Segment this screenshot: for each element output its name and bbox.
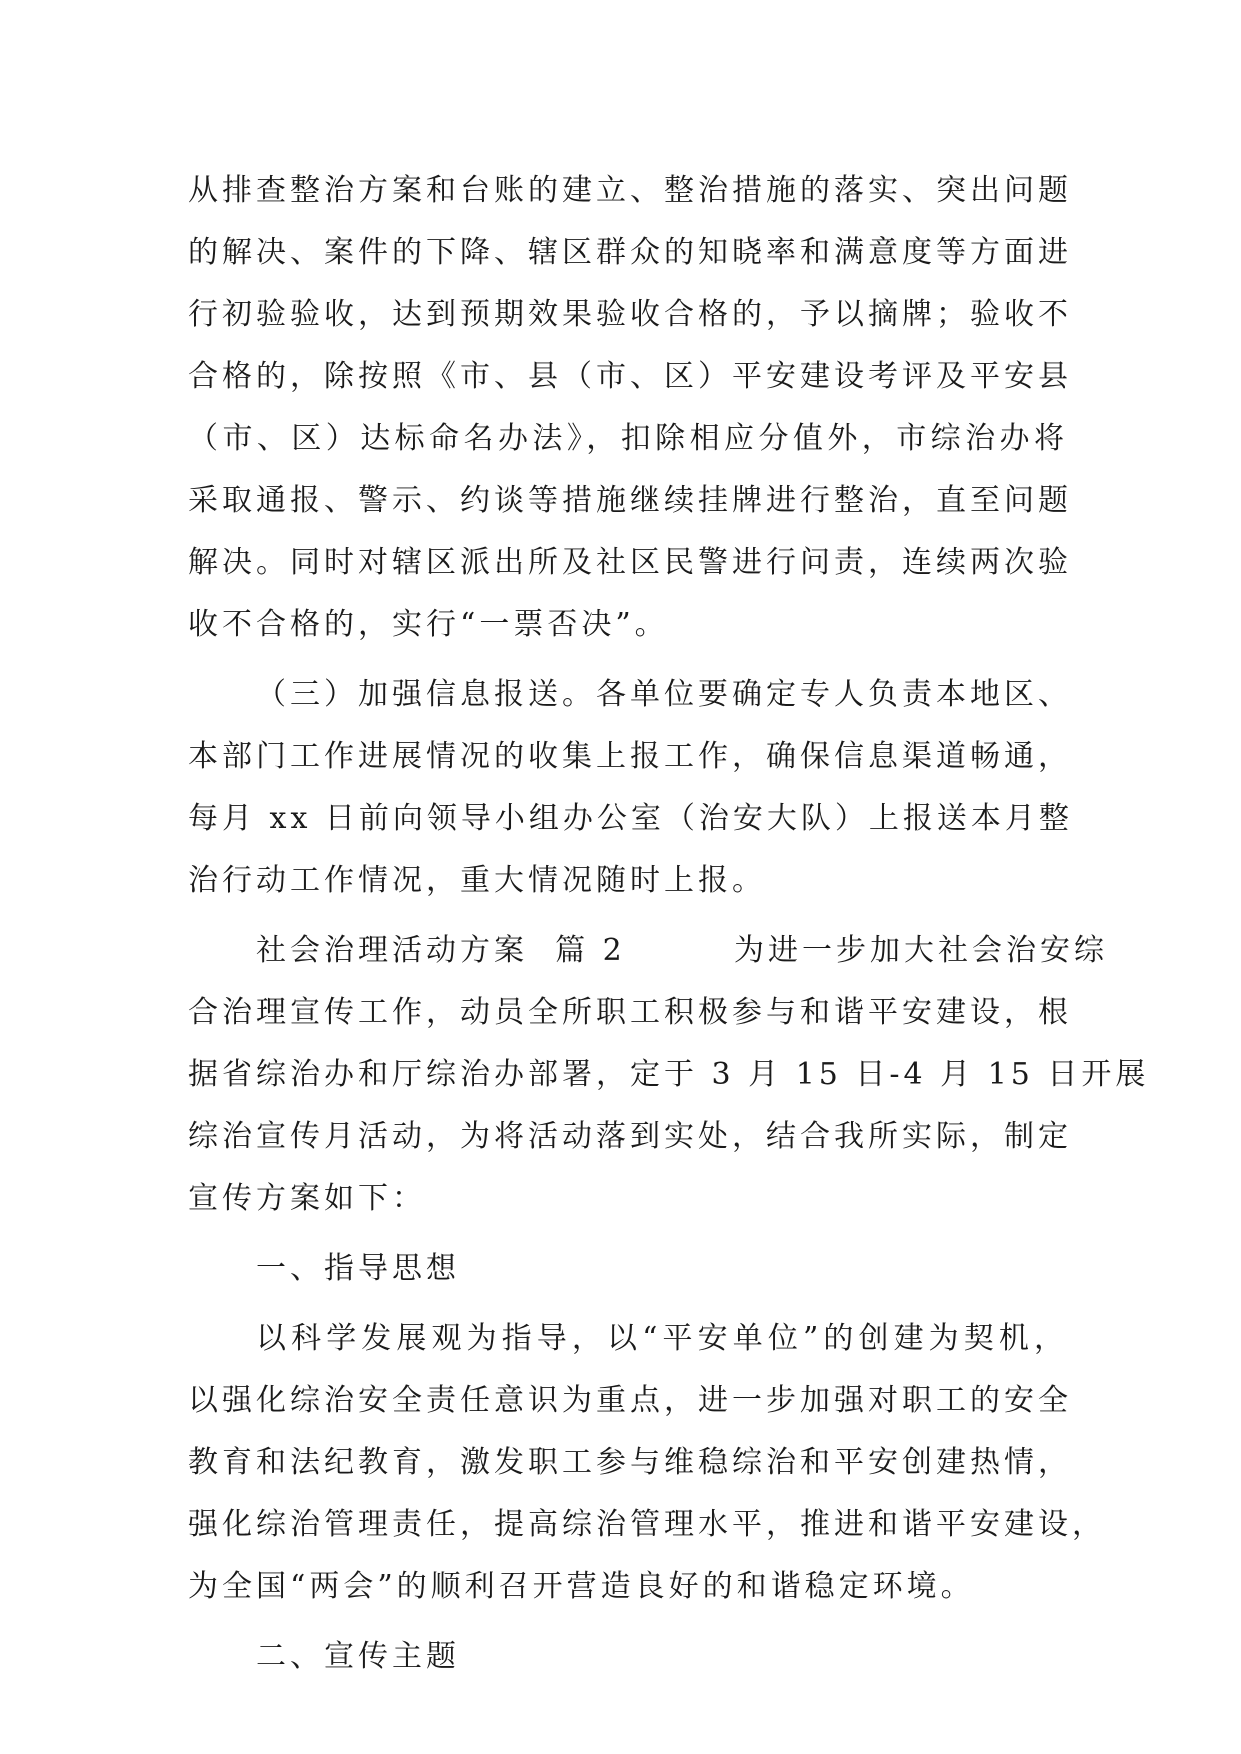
text-line: 以科学发展观为指导，以“平安单位”的创建为契机，	[256, 1321, 1068, 1356]
document-body	[188, 160, 1150, 1688]
text-line: 以强化综治安全责任意识为重点，进一步加强对职工的安全	[188, 1383, 1072, 1418]
text-line: 收不合格的，实行“一票否决”。	[188, 607, 669, 642]
paragraph	[188, 1308, 1106, 1618]
section-heading	[188, 1626, 1068, 1688]
section-heading-line: （三）加强信息报送。各单位要确定专人负责本地区、	[256, 677, 1072, 712]
text-line: 采取通报、警示、约谈等措施继续挂牌进行整治，直至问题	[188, 483, 1072, 518]
text-line: 为全国“两会”的顺利召开营造良好的和谐稳定环境。	[188, 1569, 975, 1604]
paragraph	[188, 160, 1072, 656]
text-line: 合治理宣传工作，动员全所职工积极参与和谐平安建设，根	[188, 995, 1072, 1030]
paragraph	[188, 664, 1073, 912]
text-line: 教育和法纪教育，激发职工参与维稳综治和平安创建热情，	[188, 1445, 1072, 1480]
text-line: （市、区）达标命名办法》，扣除相应分值外，市综治办将	[188, 421, 1068, 456]
paragraph	[188, 920, 1150, 1230]
text-line: 社会治理活动方案 篇 2 为进一步加大社会治安综	[256, 933, 1108, 968]
text-line: 宣传方案如下：	[188, 1181, 426, 1216]
text-line: 解决。同时对辖区派出所及社区民警进行问责，连续两次验	[188, 545, 1072, 580]
text-line: 治行动工作情况，重大情况随时上报。	[188, 863, 766, 898]
heading-text: 一、指导思想	[256, 1251, 460, 1286]
text-line: 合格的，除按照《市、县（市、区）平安建设考评及平安县	[188, 359, 1072, 394]
text-line: 综治宣传月活动，为将活动落到实处，结合我所实际，制定	[188, 1119, 1072, 1154]
text-line: 强化综治管理责任，提高综治管理水平，推进和谐平安建设，	[188, 1507, 1106, 1542]
text-line: 的解决、案件的下降、辖区群众的知晓率和满意度等方面进	[188, 235, 1072, 270]
heading-text: 二、宣传主题	[256, 1639, 460, 1674]
section-heading	[188, 1238, 1068, 1300]
text-line: 每月 xx 日前向领导小组办公室（治安大队）上报送本月整	[188, 801, 1073, 836]
text-line: 行初验验收，达到预期效果验收合格的，予以摘牌；验收不	[188, 297, 1072, 332]
text-line: 据省综治办和厅综治办部署，定于 3 月 15 日-4 月 15 日开展	[188, 1057, 1150, 1092]
text-line: 从排查整治方案和台账的建立、整治措施的落实、突出问题	[188, 173, 1072, 208]
text-line: 本部门工作进展情况的收集上报工作，确保信息渠道畅通，	[188, 739, 1072, 774]
